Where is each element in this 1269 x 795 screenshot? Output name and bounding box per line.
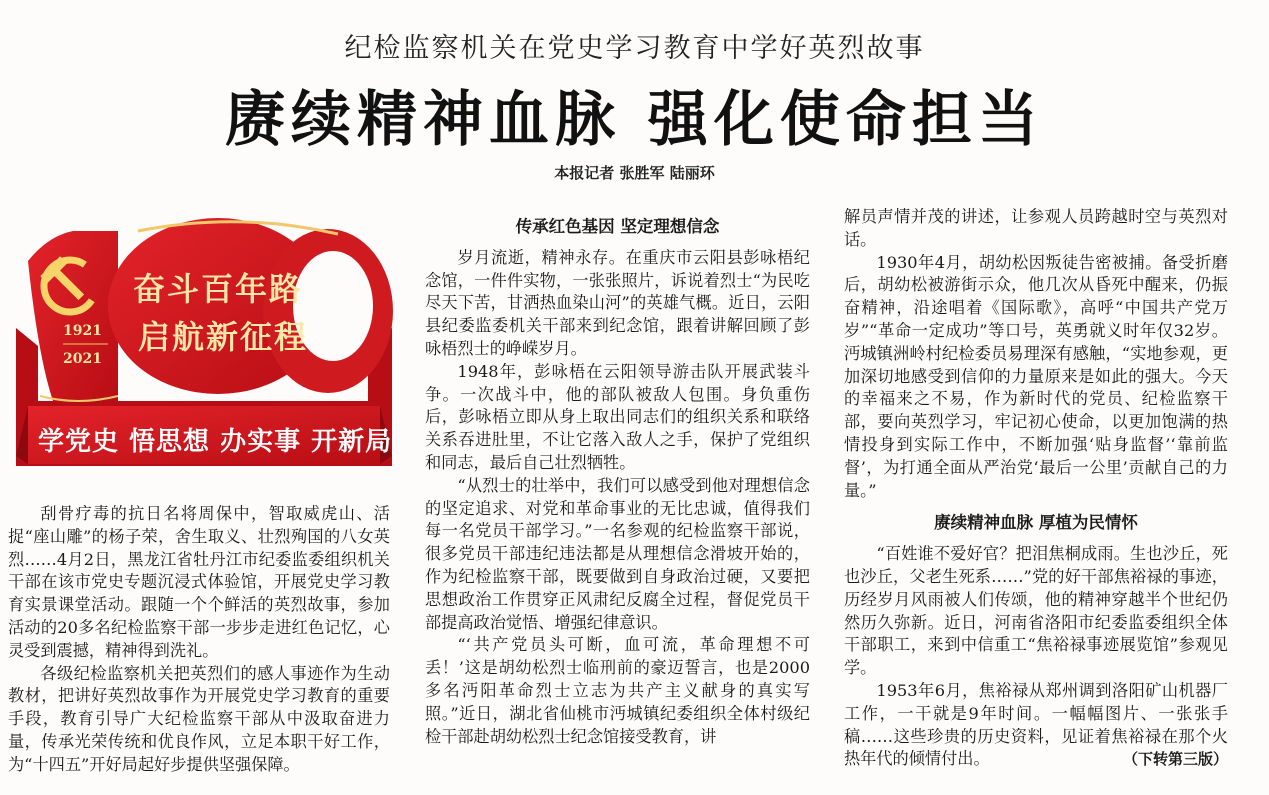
paragraph: 1930年4月，胡幼松因叛徒告密被捕。备受折磨后，胡幼松被游街示众，他几次从昏死中醒来，仍振奋精神，沿途唱着《国际歌》，高呼“中国共产党万岁”“革命一定成功”等口号，英勇就义时年仅32岁。沔城镇洲岭村纪检委员易理深有感触，“实地参观，更加深切地感受到信仰的力量原来是如此的强大。今天的幸福来之不易，作为新时代的党员、纪检监察干部，要向英烈学习，牢记初心使命，以更加饱满的热情投身到实际工作中，不断加强‘贴身监督’‘靠前监督’，为打通全面从严治党‘最后一公里’贡献自己的力量。” <box>844 252 1228 500</box>
article-column-1 <box>8 503 390 777</box>
paragraph: 各级纪检监察机关把英烈们的感人事迹作为生动教材，把讲好英烈故事作为开展党史学习教育的重要手段，教育引导广大纪检监察干部从中汲取奋进力量，传承光荣传统和优良作风，立足本职干好工作，为“十四五”开好局起好步提供坚强保障。 <box>8 663 390 774</box>
kicker-title: 纪检监察机关在党史学习教育中学好英烈故事 <box>344 33 925 64</box>
continued-note: （下转第三版） <box>1122 750 1228 769</box>
paragraph: 解员声情并茂的讲述，让参观人员跨越时空与英烈对话。 <box>844 207 1228 249</box>
article-column-3 <box>844 206 1228 771</box>
paragraph: “从烈士的壮举中，我们可以感受到他对理想信念的坚定追求、对党和革命事业的无比忠诚，值得我们每一名党员干部学习。”一名参观的纪检监察干部说，很多党员干部违纪违法都是从理想信念滑坡开始的，作为纪检监察干部，既要做到自身政治过硬，又要把思想政治工作贯穿正风肃纪反腐全过程，督促党员干部提高政治觉悟、增强纪律意识。 <box>425 475 810 632</box>
article-column-2 <box>425 216 810 748</box>
paragraph: “‘共产党员头可断，血可流，革命理想不可丢！’这是胡幼松烈士临刑前的豪迈誓言，也是2000多名沔阳革命烈士立志为共产主义献身的真实写照。”近日，湖北省仙桃市沔城镇纪委组织全体村级纪检干部赴胡幼松烈士纪念馆接受教育，讲 <box>425 635 810 746</box>
emblem-year-start: 1921 <box>63 323 102 339</box>
paragraph: 1948年，彭咏梧在云阳领导游击队开展武装斗争。一次战斗中，他的部队被敌人包围。身负重伤后，彭咏梧立即从身上取出同志们的组织关系和联络关系吞进肚里，不让它落入敌人之手，保护了党组织和同志，最后自己壮烈牺牲。 <box>425 361 810 472</box>
emblem-slogan: 学党史 悟思想 办实事 开新局 <box>38 427 393 457</box>
centenary-emblem <box>8 206 400 476</box>
paragraph: “百姓谁不爱好官？把泪焦桐成雨。生也沙丘，死也沙丘，父老生死系……”党的好干部焦裕禄的事迹，历经岁月风雨被人们传颂，他的精神穿越半个世纪仍然历久弥新。近日，河南省洛阳市纪委监委组织全体干部职工，来到中信重工“焦裕禄事迹展览馆”参观见学。 <box>844 544 1228 678</box>
headline: 赓续精神血脉 强化使命担当 <box>225 85 1044 155</box>
emblem-line1: 奋斗百年路 <box>133 270 304 308</box>
paragraph: 刮骨疗毒的抗日名将周保中，智取威虎山、活捉“座山雕”的杨子荣，舍生取义、壮烈殉国的八女英烈……4月2日，黑龙江省牡丹江市纪委监委组织机关干部在该市党史专题沉浸式体验馆，开展党史学习教育实景课堂活动。跟随一个个鲜活的英烈故事，参加活动的20多名纪检监察干部一步步走进红色记忆，心灵受到震撼，精神得到洗礼。 <box>8 504 390 660</box>
emblem-year-end: 2021 <box>63 351 102 367</box>
paragraph-text: 1953年6月，焦裕禄从郑州调到洛阳矿山机器厂工作，一干就是9年时间。一幅幅图片、一张张手稿……这些珍贵的历史资料，见证着焦裕禄在那个火热年代的倾情付出。 <box>844 680 1228 769</box>
section-heading: 赓续精神血脉 厚植为民情怀 <box>934 513 1138 533</box>
section-heading: 传承红色基因 坚定理想信念 <box>515 217 720 236</box>
paragraph: 岁月流逝，精神永存。在重庆市云阳县彭咏梧纪念馆，一件件实物，一张张照片，诉说着烈士“为民吃尽天下苦，甘洒热血染山河”的英雄气概。近日，云阳县纪委监委机关干部来到纪念馆，跟着讲解回顾了彭咏梧烈士的峥嵘岁月。 <box>425 247 810 358</box>
paragraph <box>844 680 1228 771</box>
emblem-line2: 启航新征程 <box>138 318 309 356</box>
byline: 本报记者 张胜军 陆丽环 <box>554 164 715 182</box>
